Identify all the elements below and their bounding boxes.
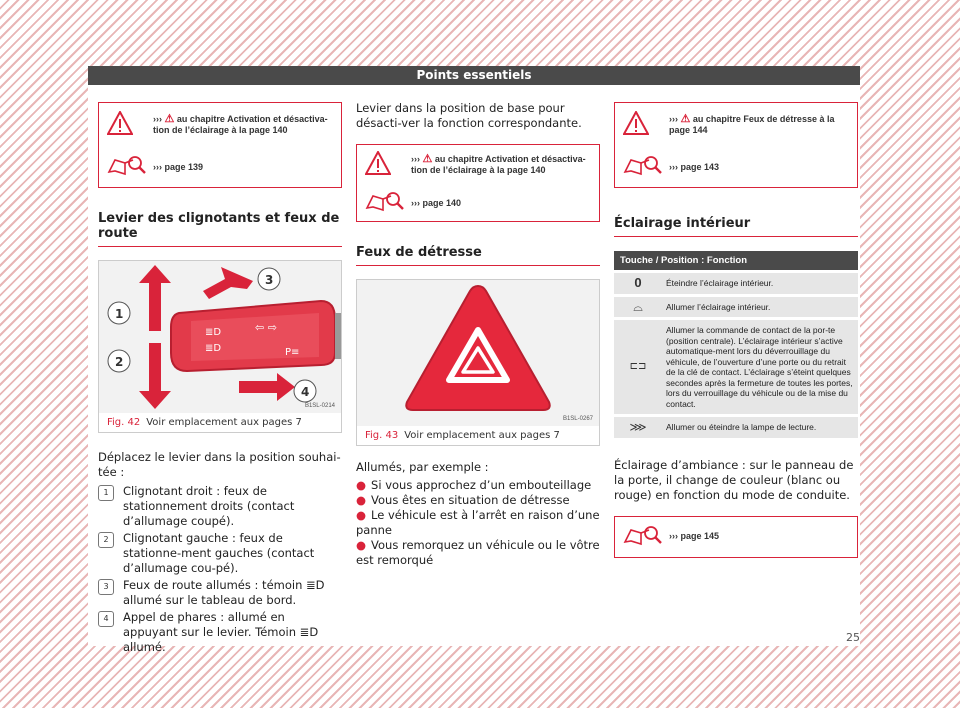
- note-warning-row: [615, 103, 857, 147]
- figure-caption-text: Voir emplacement aux pages 7: [146, 417, 302, 428]
- list-item-text: Feux de route allumés : témoin ≣D allumé sur le tableau de bord.: [123, 578, 325, 607]
- table-header: Touche / Position : Fonction: [614, 251, 858, 272]
- note-ref-text[interactable]: page 143: [680, 161, 720, 172]
- warning-small-icon: ⚠: [680, 113, 691, 125]
- note-box-reference: [614, 516, 858, 558]
- bullet-icon: ●: [356, 508, 367, 522]
- list-item-text: Clignotant gauche : feux de stationne-ment gauches (contact d’allumage cou-pé).: [123, 531, 315, 575]
- list-item: [103, 578, 342, 608]
- callout-1: 1: [115, 307, 124, 321]
- note-ref-text[interactable]: page 140: [422, 197, 462, 208]
- list-item-text: Appel de phares : allumé en appuyant sur le levier. Témoin ≣D allumé.: [123, 610, 319, 654]
- callout-4: 4: [301, 385, 310, 399]
- list-item: [103, 610, 342, 655]
- note-ref-row: [357, 185, 599, 221]
- number-badge: 2: [98, 532, 114, 548]
- figure-code: B1SL-0267: [562, 416, 593, 422]
- figure-caption-text: Voir emplacement aux pages 7: [404, 430, 560, 441]
- table-row: [614, 416, 858, 438]
- reading-lamp-icon: ⋙: [614, 416, 662, 438]
- figure-42: [98, 260, 342, 433]
- number-badge: 1: [98, 485, 114, 501]
- list-item-text: Clignotant droit : feux de stationnement droits (contact d’allumage coupé).: [123, 484, 295, 528]
- note-box-warning: [614, 102, 858, 188]
- column-middle: [356, 85, 600, 568]
- list-item: [103, 531, 342, 576]
- hazard-bullets: [356, 478, 600, 568]
- ambient-lighting-text: Éclairage d’ambiance : sur le panneau de la porte, il change de couleur (blanc ou rouge) en fonction du mode de conduite.: [614, 457, 854, 502]
- lever-intro: Déplacez le levier dans la position souhai-tée :: [98, 450, 341, 479]
- note-ref-row: [615, 517, 857, 557]
- lever-positions-list: [98, 484, 342, 655]
- interior-light-table: [614, 251, 858, 438]
- note-ref-row: [99, 147, 341, 187]
- bullet-icon: ●: [356, 478, 367, 492]
- ref-arrows: ›››: [153, 114, 162, 124]
- list-item: [103, 484, 342, 529]
- callout-2: 2: [115, 355, 124, 369]
- interior-light-icon: ⌓: [614, 295, 662, 319]
- svg-text:≣D: ≣D: [205, 343, 222, 354]
- list-item: ● Vous remorquez un véhicule ou le vôtre est remorqué: [356, 538, 600, 567]
- ref-arrows: ›››: [669, 531, 678, 541]
- table-cell: Allumer la commande de contact de la por-te (position centrale). L’éclairage intérieur s’active automatique-ment lors du déverrouillage du véhicule, de l’ouverture d’une porte ou du retrait de la clé de contact. L’éclairage s’éteint quelques secondes après la fermeture de toutes les portes, lors du verrouillage du véhicule ou de la mise du contact.: [662, 319, 858, 416]
- table-row: [614, 272, 858, 296]
- door-contact-icon: ⊏⊐: [614, 319, 662, 416]
- table-row: [614, 319, 858, 416]
- warning-triangle-icon: [107, 111, 153, 139]
- manual-page: [88, 66, 860, 654]
- note-ref-text[interactable]: page 139: [164, 161, 204, 172]
- note-warning-row: [99, 103, 341, 147]
- ref-arrows: ›››: [411, 154, 420, 164]
- table-row: [614, 295, 858, 319]
- number-badge: 3: [98, 579, 114, 595]
- warning-small-icon: ⚠: [422, 153, 433, 165]
- section-title-interior-light: Éclairage intérieur: [614, 216, 858, 237]
- warning-triangle-icon: [365, 151, 411, 179]
- off-icon: 0: [614, 272, 662, 296]
- figure-label: Fig. 43: [365, 430, 399, 441]
- ref-arrows: ›››: [411, 197, 420, 208]
- ref-arrows: ›››: [153, 161, 162, 172]
- page-header: Points essentiels: [88, 66, 860, 85]
- warning-triangle-icon: [623, 111, 669, 139]
- figure-caption: [99, 413, 341, 432]
- ref-arrows: ›››: [669, 114, 678, 124]
- section-title-lever: Levier des clignotants et feux de route: [98, 211, 342, 247]
- table-cell: Allumer ou éteindre la lampe de lecture.: [662, 416, 858, 438]
- note-ref-text[interactable]: page 145: [680, 531, 720, 541]
- bullet-icon: ●: [356, 493, 367, 507]
- note-warning-row: [357, 145, 599, 185]
- figure-label: Fig. 42: [107, 417, 141, 428]
- note-warning-text[interactable]: au chapitre Activation et désactiva-tion de l’éclairage à la page 140: [153, 114, 328, 135]
- figure-code: B1SL-0214: [304, 403, 335, 409]
- book-magnifier-icon: [365, 190, 411, 216]
- warning-small-icon: ⚠: [164, 113, 175, 125]
- book-magnifier-icon: [623, 524, 669, 550]
- hazard-lead: Allumés, par exemple :: [356, 460, 489, 474]
- table-cell: Allumer l’éclairage intérieur.: [662, 295, 858, 319]
- ref-arrows: ›››: [669, 161, 678, 172]
- list-item: ● Vous êtes en situation de détresse: [356, 493, 570, 507]
- hazard-button-illustration: [357, 280, 599, 426]
- note-warning-text[interactable]: au chapitre Feux de détresse à la page 144: [669, 114, 835, 135]
- note-box-warning: [98, 102, 342, 188]
- note-box-warning: [356, 144, 600, 222]
- list-item: ● Si vous approchez d’un embouteillage: [356, 478, 592, 492]
- book-magnifier-icon: [623, 154, 669, 180]
- base-position-text: Levier dans la position de base pour désacti-ver la fonction correspondante.: [356, 101, 582, 130]
- section-title-hazard: Feux de détresse: [356, 245, 600, 266]
- note-warning-text[interactable]: au chapitre Activation et désactiva-tion de l’éclairage à la page 140: [411, 154, 586, 175]
- page-number: 25: [846, 631, 860, 644]
- figure-43: [356, 279, 600, 446]
- lever-illustration: [99, 261, 341, 413]
- table-cell: Éteindre l’éclairage intérieur.: [662, 272, 858, 296]
- callout-3: 3: [265, 273, 274, 287]
- svg-text:P≡: P≡: [285, 347, 300, 358]
- column-right: [614, 85, 858, 558]
- list-item: ● Le véhicule est à l’arrêt en raison d’une panne: [356, 508, 600, 537]
- figure-caption: [357, 426, 599, 445]
- note-ref-row: [615, 147, 857, 187]
- bullet-icon: ●: [356, 538, 367, 552]
- svg-text:≣D: ≣D: [205, 327, 222, 338]
- column-left: [98, 85, 342, 657]
- book-magnifier-icon: [107, 154, 153, 180]
- number-badge: 4: [98, 611, 114, 627]
- svg-text:⇦ ⇨: ⇦ ⇨: [255, 321, 277, 334]
